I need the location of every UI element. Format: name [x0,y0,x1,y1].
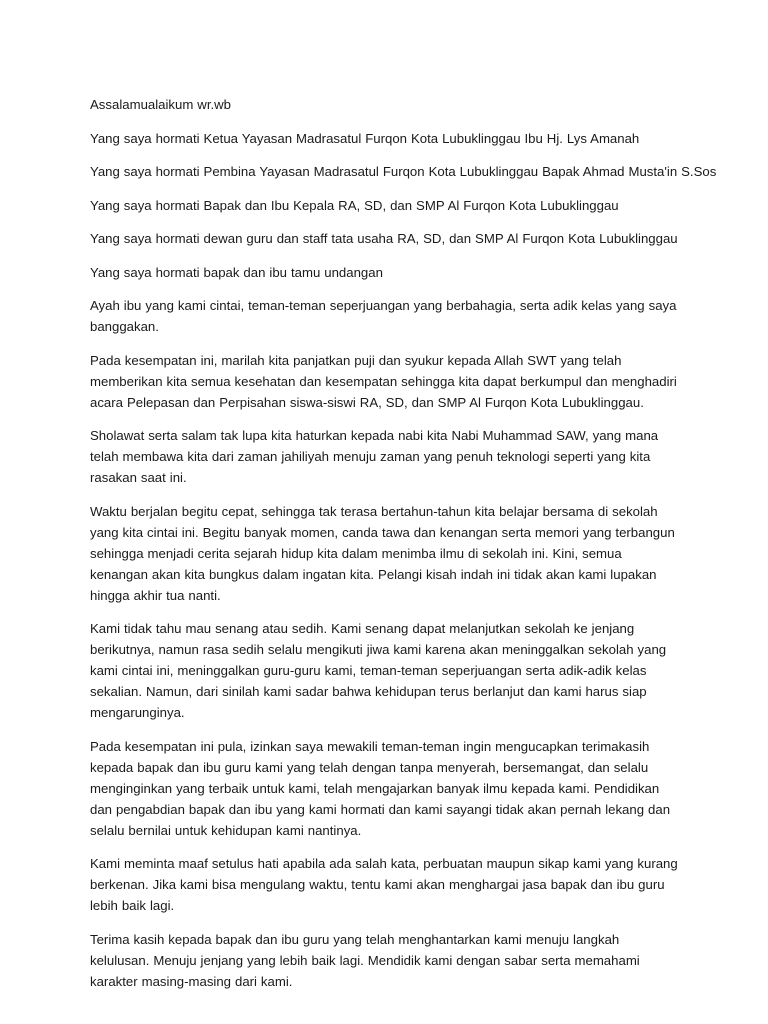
greeting-kepala-sekolah: Yang saya hormati Bapak dan Ibu Kepala RA, SD, dan SMP Al Furqon Kota Lubuklinggau [90,197,619,213]
greeting-pembina-yayasan: Yang saya hormati Pembina Yayasan Madrasatul Furqon Kota Lubuklinggau Bapak Ahmad Musta'in S.Sos [90,164,717,179]
paragraph-orang-tua-teman: Ayah ibu yang kami cintai, teman-teman seperjuangan yang berbahagia, serta adik kelas yang saya banggakan. [90,298,677,334]
paragraph-senang-sedih: Kami tidak tahu mau senang atau sedih. Kami senang dapat melanjutkan sekolah ke jenjang berikutnya, namun rasa sedih selalu mengikuti jiwa kami karena akan meninggalkan sekolah yang kami cintai ini, meninggalkan guru-guru kami, teman-teman seperjuangan serta adik-adik kelas sekalian. Namun, dari sinilah kami sadar bahwa kehidupan terus berlanjut dan kami harus siap mengarunginya. [90,621,667,720]
paragraph-penutup: Terima kasih kepada bapak dan ibu guru yang telah menghantarkan kami menuju langkah kelulusan. Menuju jenjang yang lebih baik lagi. Mendidik kami dengan sabar serta memahami karakter masing-masing dari kami. [90,931,640,989]
paragraph-waktu-berjalan: Waktu berjalan begitu cepat, sehingga tak terasa bertahun-tahun kita belajar bersama di sekolah yang kita cintai ini. Begitu banyak momen, canda tawa dan kenangan serta memori yang terbangun sehingga menjadi cerita sejarah hidup kita dalam menimba ilmu di sekolah ini. Kini, semua kenangan akan kita bungkus dalam ingatan kita. Pelangi kisah indah ini tidak akan kami lupakan hingga akhir tua nanti. [90,503,675,603]
greeting-dewan-guru: Yang saya hormati dewan guru dan staff tata usaha RA, SD, dan SMP Al Furqon Kota Lubuklinggau [90,231,678,246]
paragraph-puji-syukur: Pada kesempatan ini, marilah kita panjatkan puji dan syukur kepada Allah SWT yang telah memberikan kita semua kesehatan dan kesempatan sehingga kita dapat berkumpul dan menghadiri acara Pelepasan dan Perpisahan siswa-siswi RA, SD, dan SMP Al Furqon Kota Lubuklinggau. [90,352,677,410]
paragraph-sholawat: Sholawat serta salam tak lupa kita haturkan kepada nabi kita Nabi Muhammad SAW, yang mana telah membawa kita dari zaman jahiliyah menuju zaman yang penuh teknologi seperti yang kita rasakan saat ini. [90,428,659,485]
greeting-tamu-undangan: Yang saya hormati bapak dan ibu tamu undangan [90,264,383,280]
greeting-ketua-yayasan: Yang saya hormati Ketua Yayasan Madrasatul Furqon Kota Lubuklinggau Ibu Hj. Lys Amanah [90,130,640,146]
paragraph-terimakasih-guru: Pada kesempatan ini pula, izinkan saya mewakili teman-teman ingin mengucapkan terimakasih kepada bapak dan ibu guru kami yang telah dengan tanpa menyerah, bersemangat, dan selalu menginginkan yang terbaik untuk kami, telah mengajarkan banyak ilmu kepada kami. Pendidikan dan pengabdian bapak dan ibu yang kami hormati dan kami sayangi tidak akan pernah lekang dan selalu bernilai untuk kehidupan kami nantinya. [90,738,671,838]
paragraph-permohonan-maaf: Kami meminta maaf setulus hati apabila ada salah kata, perbuatan maupun sikap kami yang kurang berkenan. Jika kami bisa mengulang waktu, tentu kami akan menghargai jasa bapak dan ibu guru lebih baik lagi. [90,856,678,913]
greeting-opening: Assalamualaikum wr.wb [90,97,232,112]
